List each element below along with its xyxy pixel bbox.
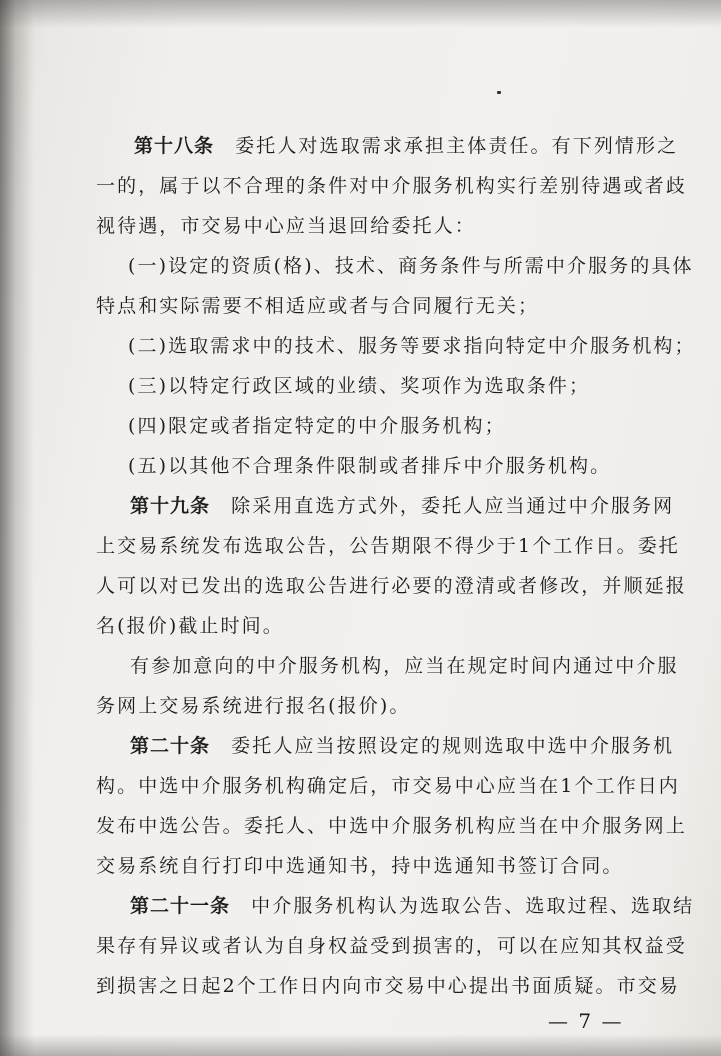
scan-shadow-left bbox=[0, 0, 34, 1056]
line-text: 名(报价)截止时间。 bbox=[96, 615, 284, 637]
line-text: 委托人对选取需求承担主体责任。有下列情形之 bbox=[214, 135, 679, 157]
text-line bbox=[96, 806, 687, 846]
line-text: (二)选取需求中的技术、服务等要求指向特定中介服务机构； bbox=[128, 335, 696, 357]
text-line bbox=[96, 286, 539, 326]
text-line bbox=[128, 246, 694, 286]
text-line bbox=[96, 686, 410, 726]
scan-shadow-top bbox=[0, 0, 721, 28]
text-line bbox=[130, 486, 674, 526]
line-text: 中介服务机构认为选取公告、选取过程、选取结 bbox=[230, 895, 695, 917]
line-text: (三)以特定行政区域的业绩、奖项作为选取条件； bbox=[128, 375, 591, 397]
text-line bbox=[128, 446, 611, 486]
text-line bbox=[134, 126, 678, 166]
text-line bbox=[96, 926, 687, 966]
text-line bbox=[130, 646, 679, 686]
page-number: — 7 — bbox=[548, 1009, 624, 1033]
line-text: 到损害之日起2个工作日内向市交易中心提出书面质疑。市交易 bbox=[96, 975, 680, 997]
line-text: 有参加意向的中介服务机构，应当在规定时间内通过中介服 bbox=[130, 655, 679, 677]
line-text: 发布中选公告。委托人、中选中介服务机构应当在中介服务网上 bbox=[96, 815, 687, 837]
text-line bbox=[130, 886, 694, 926]
line-text: 一的，属于以不合理的条件对中介服务机构实行差别待遇或者歧 bbox=[96, 175, 687, 197]
ink-mark bbox=[497, 91, 501, 94]
line-text: 人可以对已发出的选取公告进行必要的澄清或者修改，并顺延报 bbox=[96, 575, 687, 597]
text-line bbox=[96, 566, 687, 606]
line-text: 构。中选中介服务机构确定后，市交易中心应当在1个工作日内 bbox=[96, 775, 680, 797]
line-text: 委托人应当按照设定的规则选取中选中介服务机 bbox=[210, 735, 675, 757]
text-line bbox=[96, 846, 624, 886]
text-line bbox=[128, 326, 696, 366]
text-line bbox=[96, 606, 284, 646]
text-line bbox=[96, 966, 680, 1006]
line-text: 除采用直选方式外，委托人应当通过中介服务网 bbox=[210, 495, 675, 517]
line-text: (一)设定的资质(格)、技术、商务条件与所需中介服务的具体 bbox=[128, 255, 694, 277]
line-text: (四)限定或者指定特定的中介服务机构； bbox=[128, 415, 506, 437]
line-text: 务网上交易系统进行报名(报价)。 bbox=[96, 695, 411, 717]
text-line bbox=[96, 166, 687, 206]
line-text: 交易系统自行打印中选通知书，持中选通知书签订合同。 bbox=[96, 855, 624, 877]
text-line bbox=[96, 526, 680, 566]
article-number: 第十九条 bbox=[130, 495, 211, 517]
article-number: 第二十一条 bbox=[130, 895, 231, 917]
text-line bbox=[96, 206, 476, 246]
line-text: 特点和实际需要不相适应或者与合同履行无关； bbox=[96, 295, 540, 317]
scan-shadow-bottom bbox=[0, 1034, 721, 1056]
article-number: 第十八条 bbox=[134, 135, 215, 157]
text-line bbox=[128, 366, 590, 406]
text-line bbox=[130, 726, 674, 766]
text-line bbox=[128, 406, 506, 446]
line-text: 上交易系统发布选取公告，公告期限不得少于1个工作日。委托 bbox=[96, 535, 680, 557]
article-number: 第二十条 bbox=[130, 735, 211, 757]
line-text: 果存有异议或者认为自身权益受到损害的，可以在应知其权益受 bbox=[96, 935, 687, 957]
line-text: 视待遇，市交易中心应当退回给委托人： bbox=[96, 215, 476, 237]
text-line bbox=[96, 766, 680, 806]
line-text: (五)以其他不合理条件限制或者排斥中介服务机构。 bbox=[128, 455, 612, 477]
